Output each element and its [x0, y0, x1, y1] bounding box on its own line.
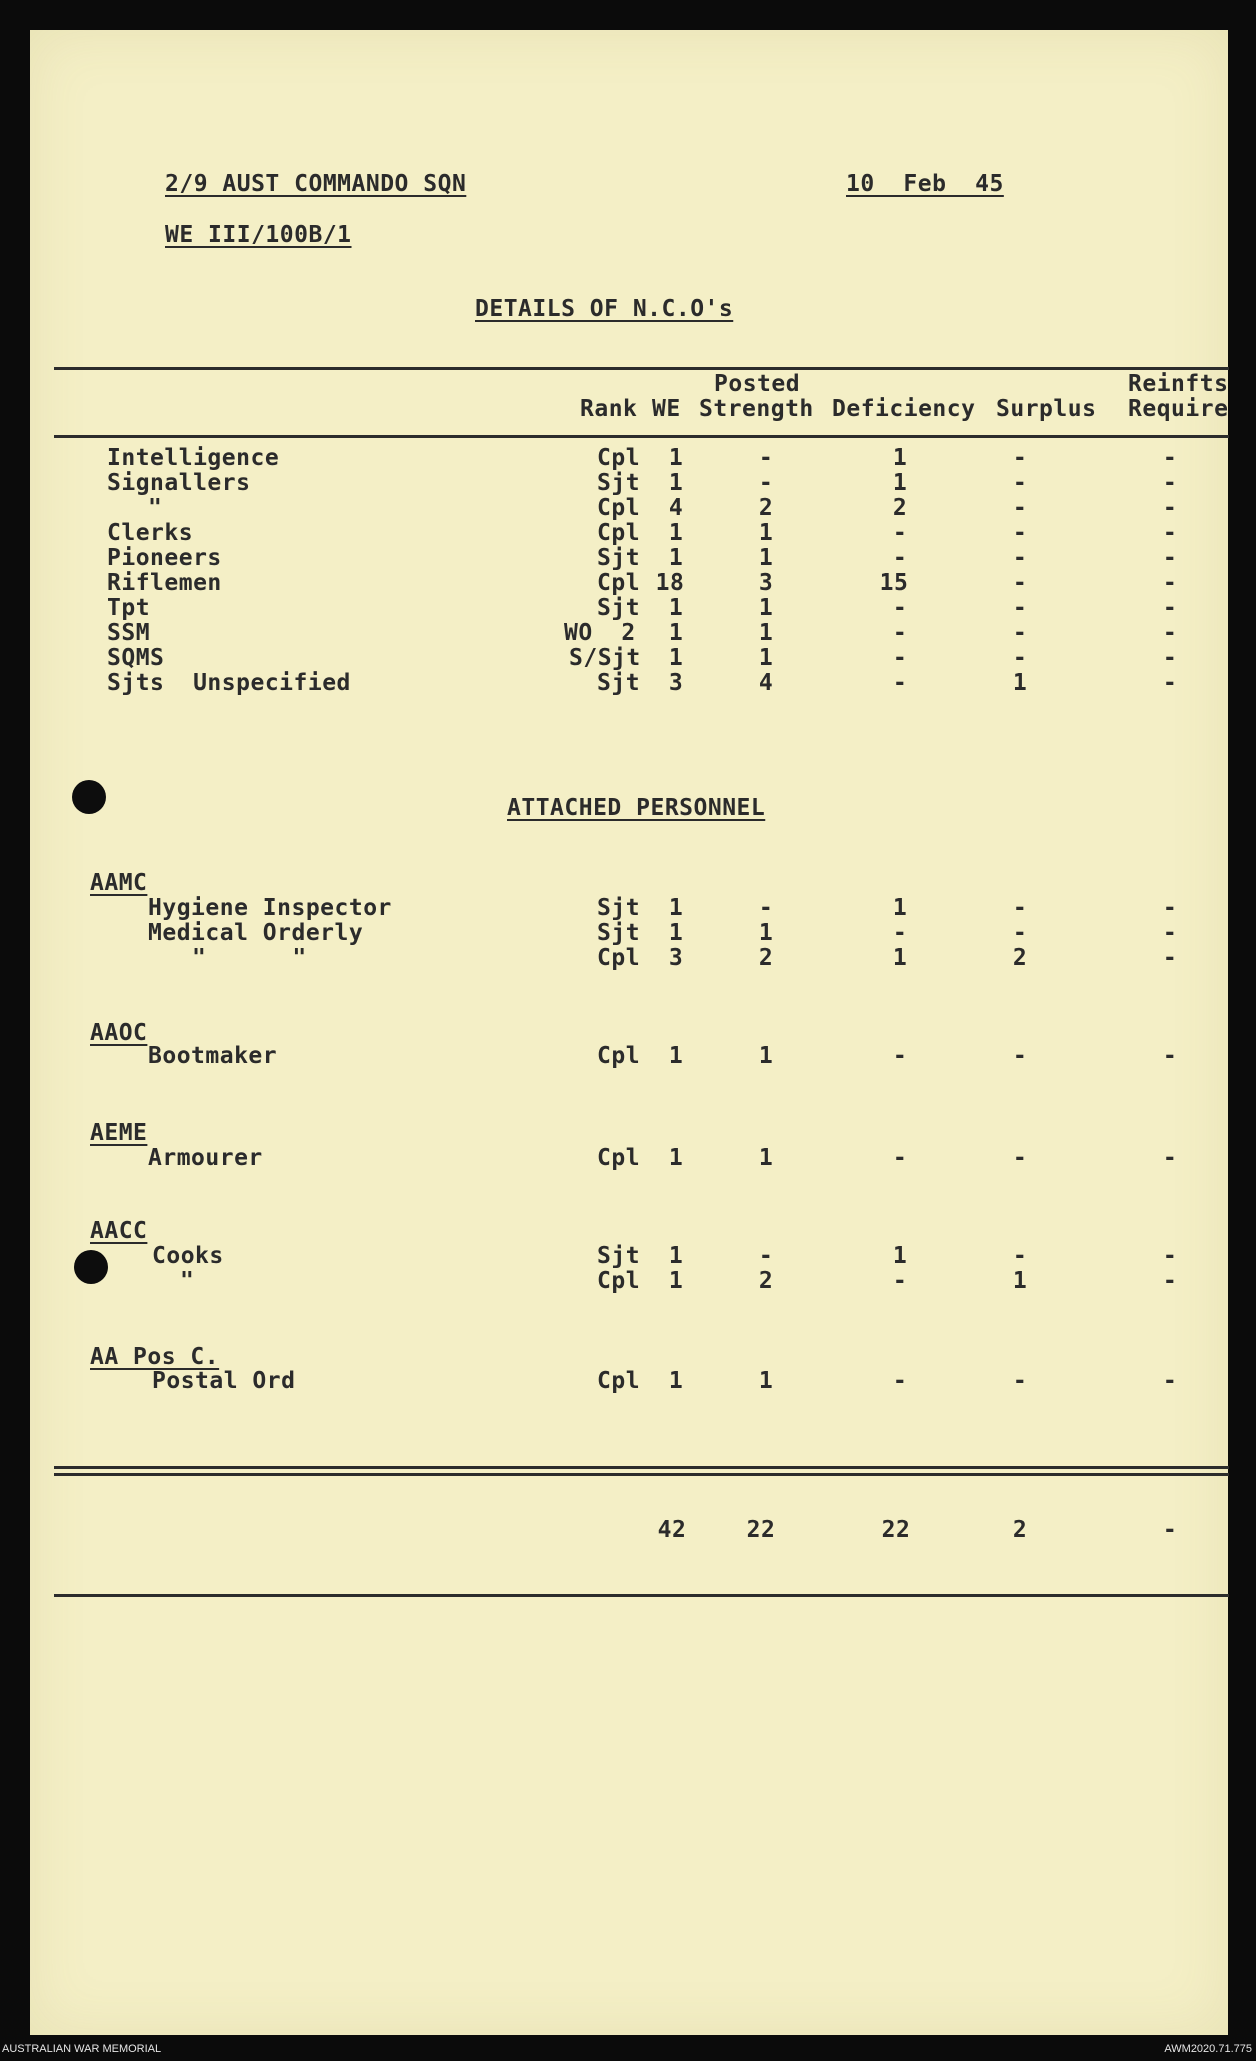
- row-rank: WO 2: [564, 620, 636, 646]
- row-we: 3: [668, 670, 684, 696]
- row-surplus: 2: [1012, 945, 1028, 971]
- row-posted: 4: [758, 670, 774, 696]
- row-label: Pioneers: [107, 545, 222, 571]
- row-we: 1: [668, 1145, 684, 1171]
- row-posted: -: [758, 895, 774, 921]
- row-reinfts: -: [1162, 470, 1178, 496]
- row-reinfts: -: [1162, 1043, 1178, 1069]
- row-reinfts: -: [1162, 495, 1178, 521]
- row-reinfts: -: [1162, 920, 1178, 946]
- row-rank: Cpl: [597, 1043, 641, 1069]
- row-posted: -: [758, 1243, 774, 1269]
- unit-name: 2/9 AUST COMMANDO SQN: [165, 171, 467, 197]
- row-posted: 2: [758, 1268, 774, 1294]
- header-surplus: Surplus: [996, 396, 1097, 422]
- punch-hole: [74, 1250, 108, 1284]
- row-posted: 1: [758, 620, 774, 646]
- row-posted: 1: [758, 1043, 774, 1069]
- archive-credit: AUSTRALIAN WAR MEMORIAL: [2, 2043, 162, 2055]
- row-label: ": [180, 1268, 195, 1294]
- row-posted: -: [758, 470, 774, 496]
- row-deficiency: 1: [892, 945, 908, 971]
- row-posted: 1: [758, 545, 774, 571]
- total-we: 42: [657, 1517, 687, 1543]
- row-reinfts: -: [1162, 620, 1178, 646]
- row-deficiency: -: [892, 620, 908, 646]
- header-deficiency: Deficiency: [832, 396, 976, 422]
- page-title: DETAILS OF N.C.O's: [475, 296, 734, 322]
- row-surplus: -: [1012, 920, 1028, 946]
- row-rank: Cpl: [597, 945, 641, 971]
- corps-heading: AAOC: [90, 1020, 148, 1046]
- row-deficiency: 1: [892, 445, 908, 471]
- row-surplus: -: [1012, 545, 1028, 571]
- row-reinfts: -: [1162, 895, 1178, 921]
- total-deficiency: 22: [881, 1517, 911, 1543]
- divider: [54, 435, 1229, 438]
- row-rank: Sjt: [597, 595, 641, 621]
- row-reinfts: -: [1162, 545, 1178, 571]
- row-label: Tpt: [107, 595, 151, 621]
- row-posted: 2: [758, 495, 774, 521]
- row-we: 1: [668, 1043, 684, 1069]
- row-deficiency: 15: [879, 570, 909, 596]
- header-posted: Posted: [714, 371, 801, 397]
- corps-heading: AAMC: [90, 870, 148, 896]
- row-reinfts: -: [1162, 1243, 1178, 1269]
- row-we: 1: [668, 1268, 684, 1294]
- punch-hole: [72, 780, 106, 814]
- row-posted: 1: [758, 595, 774, 621]
- row-surplus: -: [1012, 595, 1028, 621]
- row-deficiency: -: [892, 1145, 908, 1171]
- row-rank: Cpl: [597, 1145, 641, 1171]
- reference-number: WE III/100B/1: [165, 222, 352, 248]
- row-label: Intelligence: [107, 445, 280, 471]
- row-we: 1: [668, 1368, 684, 1394]
- row-rank: Sjt: [597, 470, 641, 496]
- row-reinfts: -: [1162, 570, 1178, 596]
- row-reinfts: -: [1162, 520, 1178, 546]
- row-deficiency: -: [892, 595, 908, 621]
- row-label: Clerks: [107, 520, 194, 546]
- row-surplus: -: [1012, 570, 1028, 596]
- row-posted: 1: [758, 1368, 774, 1394]
- divider: [54, 1594, 1229, 1597]
- row-surplus: -: [1012, 1043, 1028, 1069]
- row-deficiency: -: [892, 520, 908, 546]
- row-label: Bootmaker: [148, 1043, 278, 1069]
- row-deficiency: 1: [892, 470, 908, 496]
- row-we: 1: [668, 520, 684, 546]
- row-reinfts: -: [1162, 445, 1178, 471]
- row-deficiency: -: [892, 920, 908, 946]
- row-posted: 1: [758, 520, 774, 546]
- row-rank: Sjt: [597, 895, 641, 921]
- row-deficiency: -: [892, 545, 908, 571]
- row-deficiency: 2: [892, 495, 908, 521]
- row-surplus: -: [1012, 470, 1028, 496]
- header-strength: Strength: [699, 396, 814, 422]
- row-posted: 3: [758, 570, 774, 596]
- row-we: 1: [668, 470, 684, 496]
- row-deficiency: -: [892, 1268, 908, 1294]
- row-rank: Sjt: [597, 670, 641, 696]
- row-reinfts: -: [1162, 670, 1178, 696]
- divider: [54, 1473, 1229, 1476]
- corps-heading: AACC: [90, 1218, 148, 1244]
- row-surplus: -: [1012, 520, 1028, 546]
- row-we: 1: [668, 595, 684, 621]
- row-posted: 1: [758, 920, 774, 946]
- row-label: " ": [192, 945, 307, 971]
- row-we: 1: [668, 1243, 684, 1269]
- row-label: Postal Ord: [152, 1368, 296, 1394]
- row-surplus: 1: [1012, 1268, 1028, 1294]
- row-label: SSM: [107, 620, 151, 646]
- row-reinfts: -: [1162, 1268, 1178, 1294]
- row-we: 1: [668, 645, 684, 671]
- header-reinfts: Reinfts: [1128, 371, 1229, 397]
- row-rank: Sjt: [597, 545, 641, 571]
- divider: [54, 1466, 1229, 1469]
- row-label: Hygiene Inspector: [148, 895, 392, 921]
- row-rank: Cpl: [597, 520, 641, 546]
- row-we: 4: [668, 495, 684, 521]
- row-rank: S/Sjt: [569, 645, 641, 671]
- row-posted: 2: [758, 945, 774, 971]
- row-rank: Cpl: [597, 445, 641, 471]
- row-posted: 1: [758, 645, 774, 671]
- row-rank: Cpl: [597, 570, 641, 596]
- row-we: 1: [668, 895, 684, 921]
- row-deficiency: 1: [892, 1243, 908, 1269]
- row-reinfts: -: [1162, 645, 1178, 671]
- row-reinfts: -: [1162, 945, 1178, 971]
- row-rank: Cpl: [597, 1268, 641, 1294]
- row-we: 1: [668, 545, 684, 571]
- row-we: 1: [668, 620, 684, 646]
- row-surplus: -: [1012, 645, 1028, 671]
- row-we: 1: [668, 920, 684, 946]
- document-date: 10 Feb 45: [846, 171, 1004, 197]
- row-rank: Cpl: [597, 495, 641, 521]
- row-surplus: -: [1012, 1243, 1028, 1269]
- corps-heading: AA Pos C.: [90, 1344, 220, 1370]
- corps-heading: AEME: [90, 1120, 148, 1146]
- row-deficiency: 1: [892, 895, 908, 921]
- row-label: Medical Orderly: [148, 920, 364, 946]
- total-reinfts: -: [1162, 1517, 1178, 1543]
- header-rank: Rank: [580, 396, 638, 422]
- total-surplus: 2: [1012, 1517, 1028, 1543]
- row-rank: Cpl: [597, 1368, 641, 1394]
- row-label: Cooks: [152, 1243, 224, 1269]
- row-surplus: 1: [1012, 670, 1028, 696]
- row-we: 1: [668, 445, 684, 471]
- row-rank: Sjt: [597, 920, 641, 946]
- row-we: 18: [655, 570, 685, 596]
- row-label: Armourer: [148, 1145, 263, 1171]
- row-surplus: -: [1012, 495, 1028, 521]
- row-label: Signallers: [107, 470, 251, 496]
- document-page: [30, 30, 1228, 2035]
- row-reinfts: -: [1162, 595, 1178, 621]
- row-posted: -: [758, 445, 774, 471]
- row-surplus: -: [1012, 895, 1028, 921]
- row-label: ": [148, 495, 163, 521]
- row-label: Riflemen: [107, 570, 222, 596]
- row-surplus: -: [1012, 1145, 1028, 1171]
- row-rank: Sjt: [597, 1243, 641, 1269]
- archive-reference: AWM2020.71.775: [1164, 2043, 1252, 2055]
- row-surplus: -: [1012, 1368, 1028, 1394]
- row-deficiency: -: [892, 1368, 908, 1394]
- section-title: ATTACHED PERSONNEL: [507, 795, 766, 821]
- row-reinfts: -: [1162, 1145, 1178, 1171]
- row-label: SQMS: [107, 645, 165, 671]
- row-label: Sjts Unspecified: [107, 670, 351, 696]
- header-we: WE: [652, 396, 681, 422]
- divider: [54, 367, 1229, 370]
- header-required: Require: [1128, 396, 1229, 422]
- row-reinfts: -: [1162, 1368, 1178, 1394]
- row-posted: 1: [758, 1145, 774, 1171]
- row-deficiency: -: [892, 1043, 908, 1069]
- row-surplus: -: [1012, 620, 1028, 646]
- total-posted: 22: [746, 1517, 776, 1543]
- row-deficiency: -: [892, 645, 908, 671]
- row-we: 3: [668, 945, 684, 971]
- row-surplus: -: [1012, 445, 1028, 471]
- row-deficiency: -: [892, 670, 908, 696]
